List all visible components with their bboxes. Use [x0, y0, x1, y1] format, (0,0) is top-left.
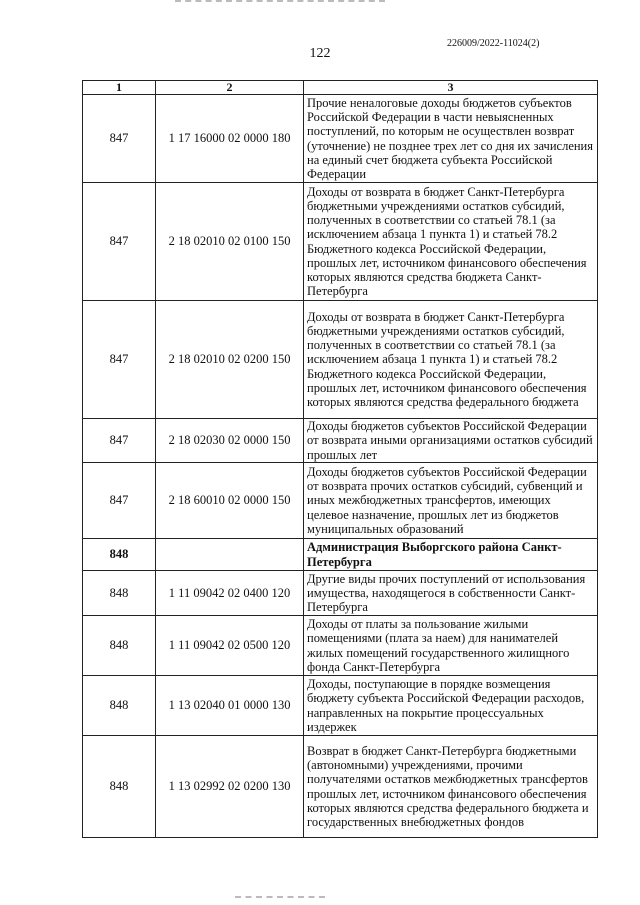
description-cell: Доходы, поступающие в порядке возмещения бюджету субъекта Российской Федерации расходов, направленных на покрытие процессуальных издержек	[304, 676, 598, 736]
scan-artifact-top	[175, 0, 385, 6]
budget-code-cell: 2 18 02010 02 0100 150	[156, 183, 304, 301]
column-header-1: 1	[83, 81, 156, 95]
admin-code-cell: 848	[83, 676, 156, 736]
description-cell: Доходы бюджетов субъектов Российской Федерации от возврата прочих остатков субсидий, субвенций и иных межбюджетных трансфертов, имеющих целевое назначение, прошлых лет из бюджетов муниципальных образований	[304, 463, 598, 539]
budget-code-cell: 1 13 02040 01 0000 130	[156, 676, 304, 736]
scan-artifact-bottom	[235, 896, 325, 902]
table-header-row	[83, 81, 598, 95]
admin-code-cell: 848	[83, 736, 156, 838]
admin-code-cell: 848	[83, 616, 156, 676]
admin-code-cell: 847	[83, 95, 156, 183]
admin-code-cell: 848	[83, 571, 156, 616]
admin-code-cell: 848	[83, 539, 156, 571]
table-row	[83, 419, 598, 463]
admin-code-cell: 847	[83, 419, 156, 463]
page-number: 122	[309, 46, 331, 61]
table-row	[83, 95, 598, 183]
budget-code-cell: 2 18 60010 02 0000 150	[156, 463, 304, 539]
table-row	[83, 463, 598, 539]
description-cell: Доходы бюджетов субъектов Российской Федерации от возврата иными организациями остатков субсидий прошлых лет	[304, 419, 598, 463]
budget-code-cell: 2 18 02010 02 0200 150	[156, 301, 304, 419]
column-header-2: 2	[156, 81, 304, 95]
budget-code-cell	[156, 539, 304, 571]
budget-code-cell: 2 18 02030 02 0000 150	[156, 419, 304, 463]
department-heading-cell: Администрация Выборгского района Санкт-Петербурга	[304, 539, 598, 571]
table-row	[83, 676, 598, 736]
budget-code-cell: 1 17 16000 02 0000 180	[156, 95, 304, 183]
table-row	[83, 616, 598, 676]
description-cell: Доходы от возврата в бюджет Санкт-Петербурга бюджетными учреждениями остатков субсидий, полученных в соответствии со статьей 78.1 (за исключением абзаца 1 пункта 1) и статьей 78.2 Бюджетного кодекса Российской Федерации, прошлых лет, источником финансового обеспечения которых являются средства бюджета Санкт-Петербурга	[304, 183, 598, 301]
description-cell: Другие виды прочих поступлений от использования имущества, находящегося в собственности Санкт-Петербурга	[304, 571, 598, 616]
description-cell: Возврат в бюджет Санкт-Петербурга бюджетными (автономными) учреждениями, прочими получателями остатков межбюджетных трансфертов прошлых лет, источником финансового обеспечения которых являются средства федерального бюджета и государственных внебюджетных фондов	[304, 736, 598, 838]
description-cell: Прочие неналоговые доходы бюджетов субъектов Российской Федерации в части невыясненных поступлений, по которым не осуществлен возврат (уточнение) не позднее трех лет со дня их зачисления на единый счет бюджета субъекта Российской Федерации	[304, 95, 598, 183]
admin-code-cell: 847	[83, 463, 156, 539]
table-row	[83, 571, 598, 616]
budget-code-cell: 1 11 09042 02 0500 120	[156, 616, 304, 676]
admin-code-cell: 847	[83, 183, 156, 301]
column-header-3: 3	[304, 81, 598, 95]
budget-code-cell: 1 13 02992 02 0200 130	[156, 736, 304, 838]
description-cell: Доходы от платы за пользование жилыми помещениями (плата за наем) для нанимателей жилых помещений государственного жилищного фонда Санкт-Петербурга	[304, 616, 598, 676]
table-row	[83, 183, 598, 301]
admin-code-cell: 847	[83, 301, 156, 419]
budget-code-cell: 1 11 09042 02 0400 120	[156, 571, 304, 616]
description-cell: Доходы от возврата в бюджет Санкт-Петербурга бюджетными учреждениями остатков субсидий, полученных в соответствии со статьей 78.1 (за исключением абзаца 1 пункта 1) и статьей 78.2 Бюджетного кодекса Российской Федерации, прошлых лет, источником финансового обеспечения которых являются средства федерального бюджета	[304, 301, 598, 419]
table-row	[83, 736, 598, 838]
table-row	[83, 539, 598, 571]
document-id: 226009/2022-11024(2)	[447, 38, 540, 49]
table-row	[83, 301, 598, 419]
budget-classification-table	[82, 80, 598, 838]
